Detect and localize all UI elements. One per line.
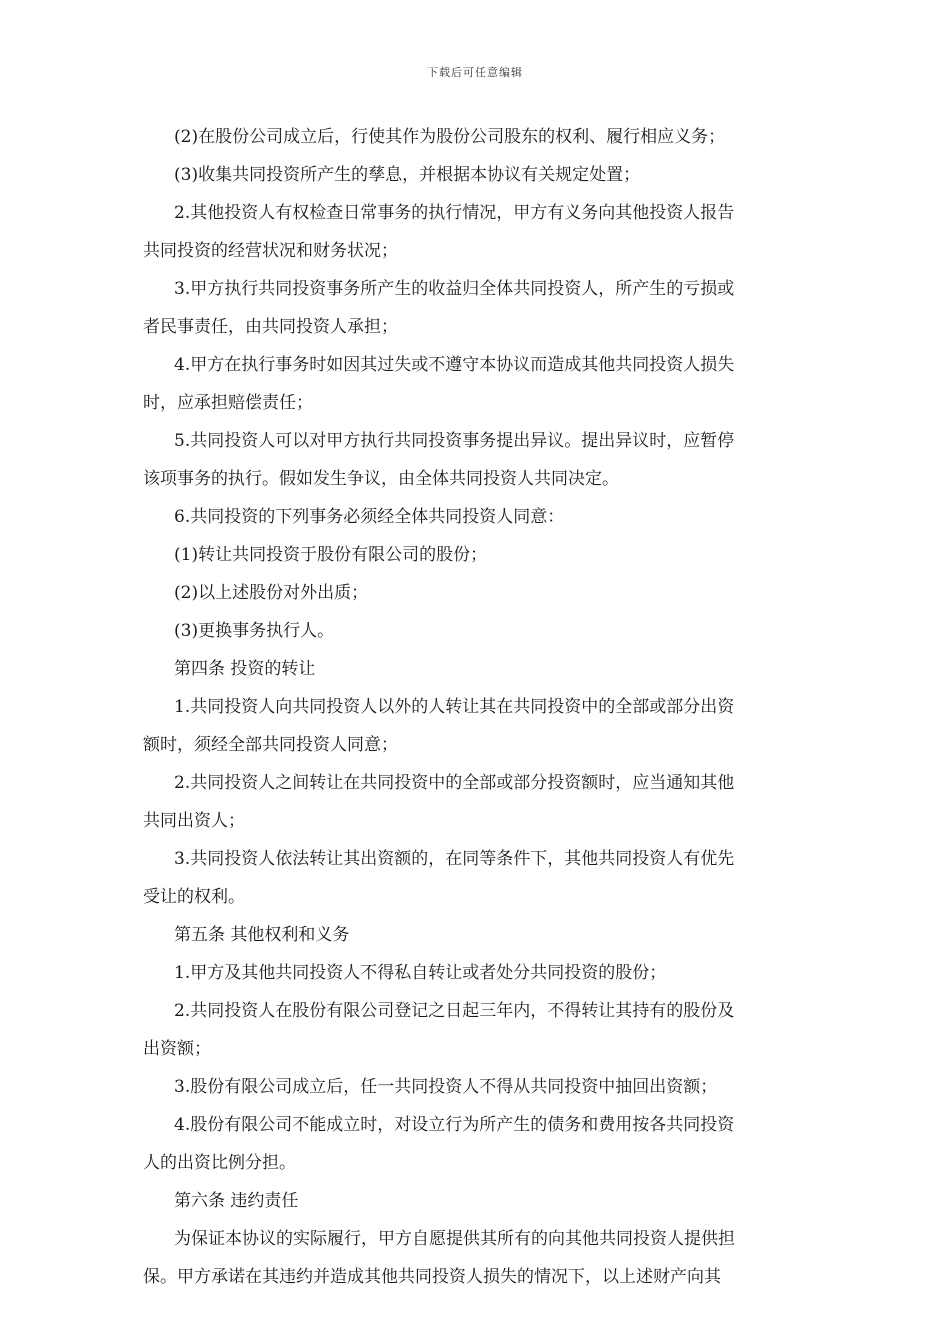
document-line: 受让的权利。: [143, 887, 245, 907]
document-line: 保。甲方承诺在其违约并造成其他共同投资人损失的情况下，以上述财产向其: [143, 1267, 721, 1287]
document-line: 第六条 违约责任: [174, 1191, 299, 1211]
document-line: (2)以上述股份对外出质；: [174, 583, 369, 603]
document-line: 2.其他投资人有权检查日常事务的执行情况，甲方有义务向其他投资人报告: [174, 203, 735, 223]
document-line: 4.甲方在执行事务时如因其过失或不遵守本协议而造成其他共同投资人损失: [174, 355, 735, 375]
document-line: 3.甲方执行共同投资事务所产生的收益归全体共同投资人，所产生的亏损或: [174, 279, 735, 299]
document-line: 2.共同投资人在股份有限公司登记之日起三年内，不得转让其持有的股份及: [174, 1001, 735, 1021]
document-line: (3)收集共同投资所产生的孳息，并根据本协议有关规定处置；: [174, 165, 641, 185]
document-line: 额时，须经全部共同投资人同意；: [143, 735, 398, 755]
document-line: 者民事责任，由共同投资人承担；: [143, 317, 398, 337]
document-line: 1.甲方及其他共同投资人不得私自转让或者处分共同投资的股份；: [174, 963, 667, 983]
document-line: 5.共同投资人可以对甲方执行共同投资事务提出异议。提出异议时，应暂停: [174, 431, 735, 451]
document-line: (1)转让共同投资于股份有限公司的股份；: [174, 545, 488, 565]
document-line: (3)更换事务执行人。: [174, 621, 335, 641]
document-line: 时，应承担赔偿责任；: [143, 393, 313, 413]
document-body: [143, 118, 808, 1296]
document-line: 出资额；: [143, 1039, 211, 1059]
document-line: 1.共同投资人向共同投资人以外的人转让其在共同投资中的全部或部分出资: [174, 697, 735, 717]
page-header-note: 下载后可任意编辑: [427, 66, 523, 79]
document-line: 第四条 投资的转让: [174, 659, 316, 679]
document-line: 该项事务的执行。假如发生争议，由全体共同投资人共同决定。: [143, 469, 619, 489]
document-line: 4.股份有限公司不能成立时，对设立行为所产生的债务和费用按各共同投资: [174, 1115, 735, 1135]
document-line: 为保证本协议的实际履行，甲方自愿提供其所有的向其他共同投资人提供担: [174, 1229, 735, 1249]
document-line: 共同出资人；: [143, 811, 245, 831]
document-line: 人的出资比例分担。: [143, 1153, 296, 1173]
document-line: 3.股份有限公司成立后，任一共同投资人不得从共同投资中抽回出资额；: [174, 1077, 718, 1097]
document-line: (2)在股份公司成立后，行使其作为股份公司股东的权利、履行相应义务；: [174, 127, 726, 147]
document-line: 2.共同投资人之间转让在共同投资中的全部或部分投资额时，应当通知其他: [174, 773, 735, 793]
document-line: 共同投资的经营状况和财务状况；: [143, 241, 398, 261]
document-line: 3.共同投资人依法转让其出资额的，在同等条件下，其他共同投资人有优先: [174, 849, 735, 869]
document-line: 第五条 其他权利和义务: [174, 925, 350, 945]
document-line: 6.共同投资的下列事务必须经全体共同投资人同意：: [174, 507, 565, 527]
